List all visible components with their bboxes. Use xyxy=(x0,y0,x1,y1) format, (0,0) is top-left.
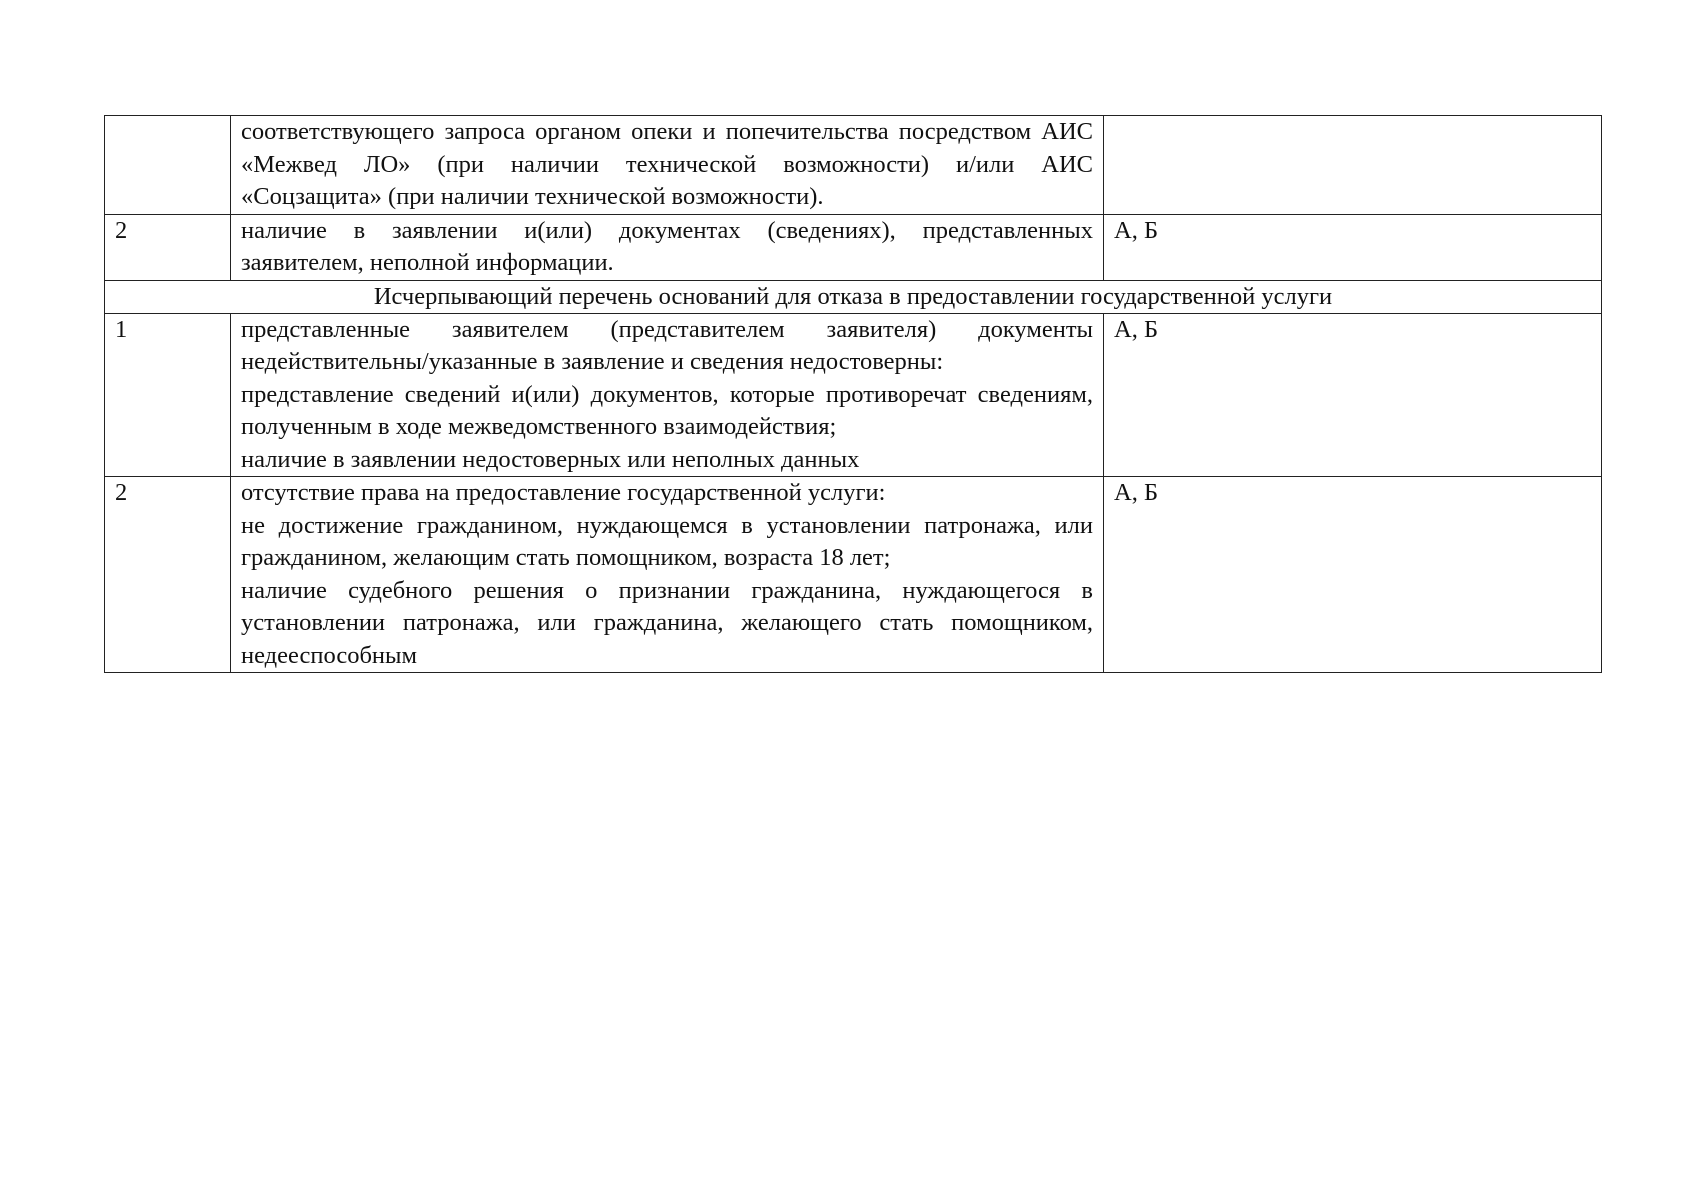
row-paragraph: не достижение гражданином, нуждающемся в установлении патронажа, или гражданином, желающим стать помощником, возраста 18 лет; xyxy=(241,511,1093,571)
row-text xyxy=(231,214,1104,280)
section-header-row xyxy=(105,280,1602,313)
table-row xyxy=(105,214,1602,280)
row-paragraph: наличие судебного решения о признании гражданина, нуждающегося в установлении патронажа, или гражданина, желающего стать помощником, недееспособным xyxy=(241,576,1093,669)
row-paragraph: отсутствие права на предоставление государственной услуги: xyxy=(241,479,886,506)
row-number xyxy=(105,116,231,215)
row-number: 2 xyxy=(105,214,231,280)
row-reference: А, Б xyxy=(1104,313,1602,477)
row-paragraph: наличие в заявлении недостоверных или неполных данных xyxy=(241,445,860,473)
section-title: Исчерпывающий перечень оснований для отказа в предоставлении государственной услуги xyxy=(105,280,1602,313)
row-paragraph: наличие в заявлении и(или) документах (сведениях), представленных заявителем, неполной информации. xyxy=(241,216,1093,276)
row-reference: А, Б xyxy=(1104,214,1602,280)
row-text xyxy=(231,313,1104,477)
row-paragraph: соответствующего запроса органом опеки и попечительства посредством АИС «Межвед ЛО» (при наличии технической возможности) и/или АИС «Соцзащита» (при наличии технической возможности). xyxy=(241,118,1093,210)
table-row xyxy=(105,313,1602,477)
table-row xyxy=(105,477,1602,673)
table-row xyxy=(105,116,1602,215)
row-text xyxy=(231,116,1104,215)
row-paragraph: представление сведений и(или) документов, которые противоречат сведениям, полученным в ходе межведомственного взаимодействия; xyxy=(241,380,1093,440)
row-text xyxy=(231,477,1104,673)
row-number: 1 xyxy=(105,313,231,477)
row-number: 2 xyxy=(105,477,231,673)
row-reference xyxy=(1104,116,1602,215)
grounds-table xyxy=(104,115,1602,673)
row-paragraph: представленные заявителем (представителем заявителя) документы недействительны/указанные в заявление и сведения недостоверны: xyxy=(241,315,1093,375)
row-reference: А, Б xyxy=(1104,477,1602,673)
